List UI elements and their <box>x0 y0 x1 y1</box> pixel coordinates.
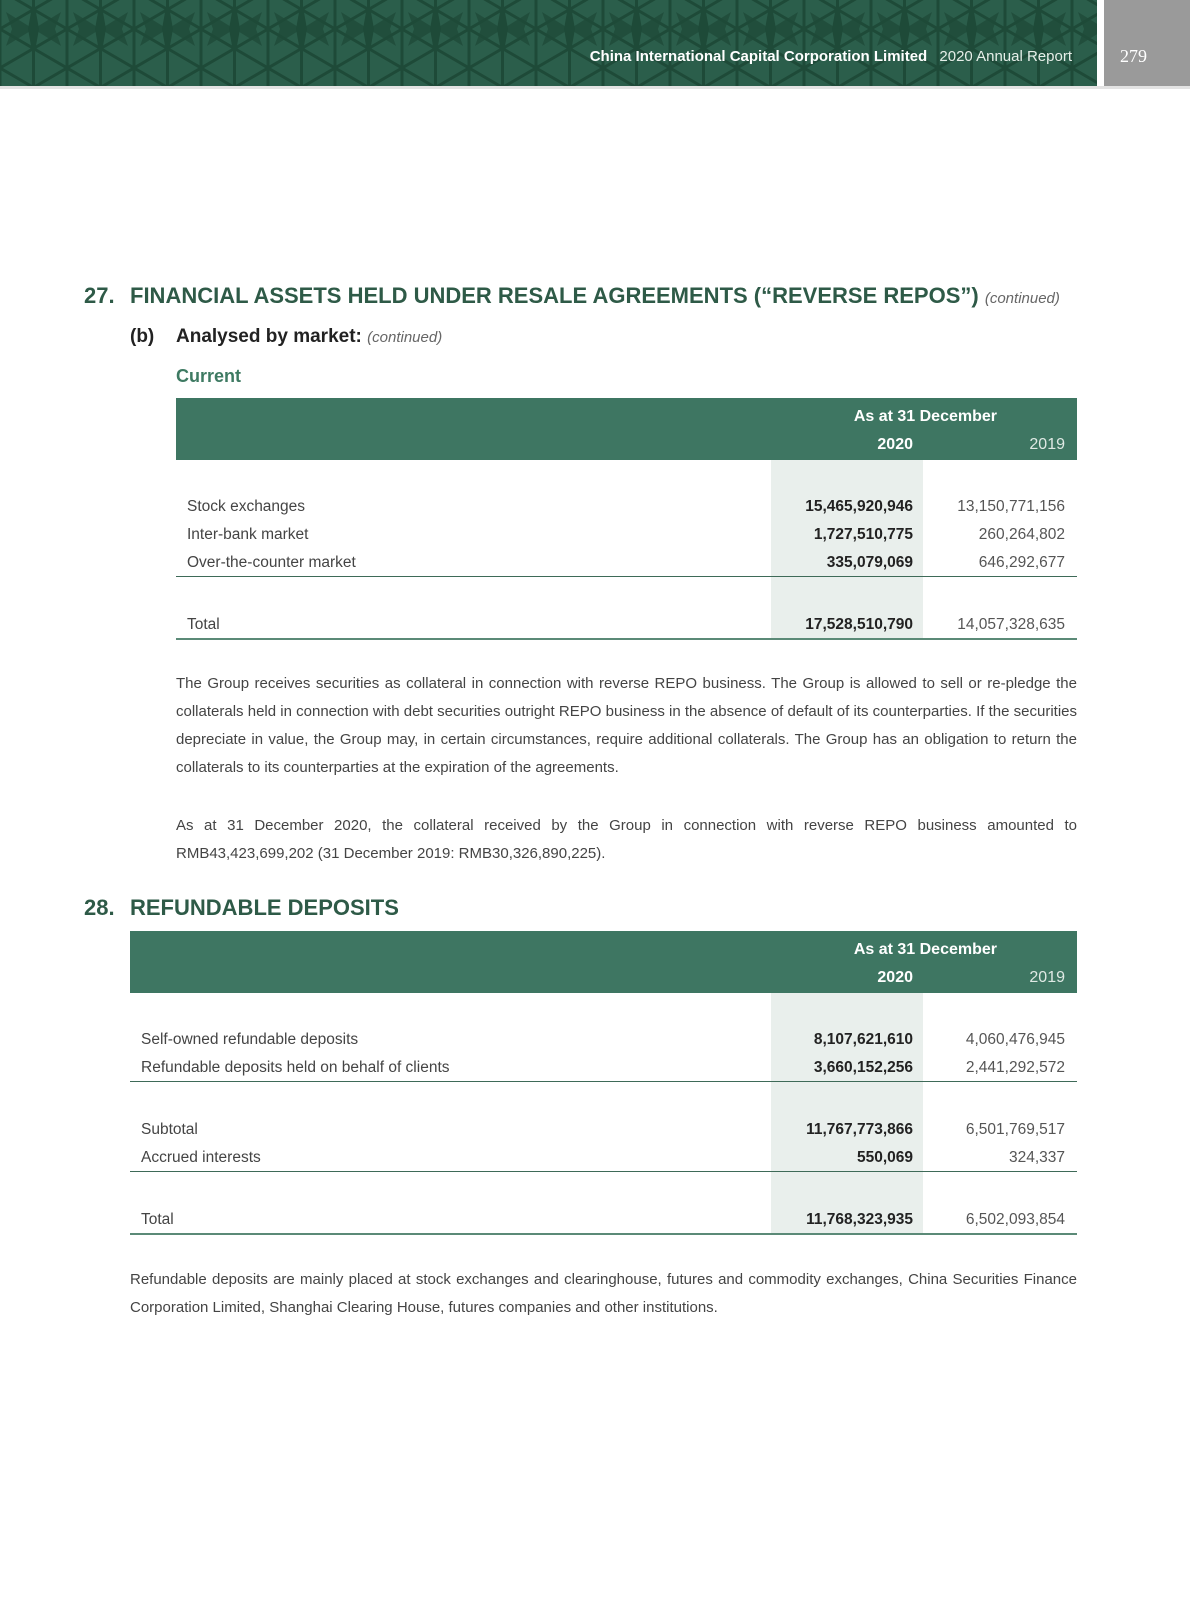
subtotal-row <box>130 1118 1077 1142</box>
asanoha-pattern-icon <box>0 0 1097 86</box>
value-2019: 324,337 <box>1008 1149 1065 1166</box>
value-2020: 550,069 <box>856 1149 913 1166</box>
column-2020: 2020 <box>877 969 913 986</box>
column-2020: 2020 <box>877 436 913 453</box>
header-banner <box>0 0 1097 86</box>
row-label: Stock exchanges <box>187 498 306 515</box>
value-2019: 6,502,093,854 <box>965 1211 1065 1228</box>
table-row <box>176 523 1077 547</box>
table-row <box>176 495 1077 519</box>
value-2019: 646,292,677 <box>978 554 1065 571</box>
refundable-deposits-table <box>130 931 1077 1236</box>
value-2019: 13,150,771,156 <box>957 498 1065 515</box>
page-number: 279 <box>1120 46 1147 66</box>
row-label: Total <box>187 616 220 633</box>
row-label: Self-owned refundable deposits <box>141 1031 359 1048</box>
value-2019: 6,501,769,517 <box>965 1121 1065 1138</box>
report-name: 2020 Annual Report <box>939 48 1072 65</box>
total-row <box>176 613 1077 637</box>
header-title <box>590 48 1072 65</box>
header-group-label: As at 31 December <box>853 408 997 425</box>
total-divider <box>130 1233 1077 1235</box>
section-number: 27. <box>84 283 115 308</box>
value-2019: 14,057,328,635 <box>957 616 1065 633</box>
table-header <box>130 931 1077 993</box>
current-subheading: Current <box>176 366 242 386</box>
continued-label: (continued) <box>984 290 1060 307</box>
section-27-heading <box>84 283 1060 309</box>
value-2020: 17,528,510,790 <box>805 616 913 633</box>
value-2019: 260,264,802 <box>978 526 1065 543</box>
table-row <box>130 1028 1077 1052</box>
table-header <box>176 398 1077 460</box>
reverse-repos-by-market-table <box>176 398 1077 640</box>
value-2019: 4,060,476,945 <box>965 1031 1065 1048</box>
subsection-number: (b) <box>130 326 155 347</box>
section-number: 28. <box>84 895 115 920</box>
row-label: Accrued interests <box>141 1149 261 1166</box>
row-divider <box>130 1171 1077 1172</box>
row-label: Subtotal <box>141 1121 198 1138</box>
value-2020: 8,107,621,610 <box>813 1031 913 1048</box>
section-28-heading <box>84 895 399 921</box>
page-number-tab <box>1104 0 1190 86</box>
total-divider <box>176 638 1077 640</box>
value-2020: 335,079,069 <box>826 554 913 571</box>
collateral-paragraph: The Group receives securities as collateral in connection with reverse REPO business. The Group is allowed to sell or re-pledge the collaterals held in connection with debt securities outright REPO business in the absence of default of its counterparties. If the securities depreciate in value, the Group may, in certain circumstances, require additional collaterals. The Group has an obligation to return the collaterals to its counterparties at the expiration of the agreements. <box>176 675 1077 776</box>
value-2019: 2,441,292,572 <box>965 1059 1065 1076</box>
accrued-interests-row <box>130 1146 1077 1170</box>
value-2020: 11,768,323,935 <box>806 1211 913 1228</box>
header-divider <box>0 86 1190 89</box>
section-title: REFUNDABLE DEPOSITS <box>130 895 399 920</box>
row-label: Inter-bank market <box>187 526 309 543</box>
header-group-label: As at 31 December <box>853 941 997 958</box>
value-2020: 11,767,773,866 <box>806 1121 913 1138</box>
collateral-amount-paragraph: As at 31 December 2020, the collateral received by the Group in connection with reverse REPO business amounted to RMB43,423,699,202 (31 December 2019: RMB30,326,890,225). <box>176 817 1077 862</box>
row-divider <box>130 1081 1077 1082</box>
table-row <box>130 1056 1077 1080</box>
company-name: China International Capital Corporation Limited <box>589 48 928 65</box>
continued-label: (continued) <box>367 329 443 346</box>
column-2019: 2019 <box>1029 969 1065 986</box>
value-2020: 3,660,152,256 <box>813 1059 913 1076</box>
section-title: FINANCIAL ASSETS HELD UNDER RESALE AGREEMENTS (“REVERSE REPOS”) <box>130 283 979 308</box>
row-divider <box>176 576 1077 577</box>
table-row <box>176 551 1077 575</box>
row-label: Refundable deposits held on behalf of clients <box>141 1059 450 1076</box>
refundable-deposits-paragraph: Refundable deposits are mainly placed at stock exchanges and clearinghouse, futures and commodity exchanges, China Securities Finance Corporation Limited, Shanghai Clearing House, futures companies and other institutions. <box>130 1271 1077 1316</box>
value-2020: 15,465,920,946 <box>805 498 913 515</box>
column-2019: 2019 <box>1029 436 1065 453</box>
total-row <box>130 1208 1077 1232</box>
row-label: Total <box>141 1211 174 1228</box>
value-2020: 1,727,510,775 <box>813 526 913 543</box>
subsection-b-heading <box>130 326 442 348</box>
subsection-title: Analysed by market: <box>176 326 362 347</box>
row-label: Over-the-counter market <box>187 554 356 571</box>
